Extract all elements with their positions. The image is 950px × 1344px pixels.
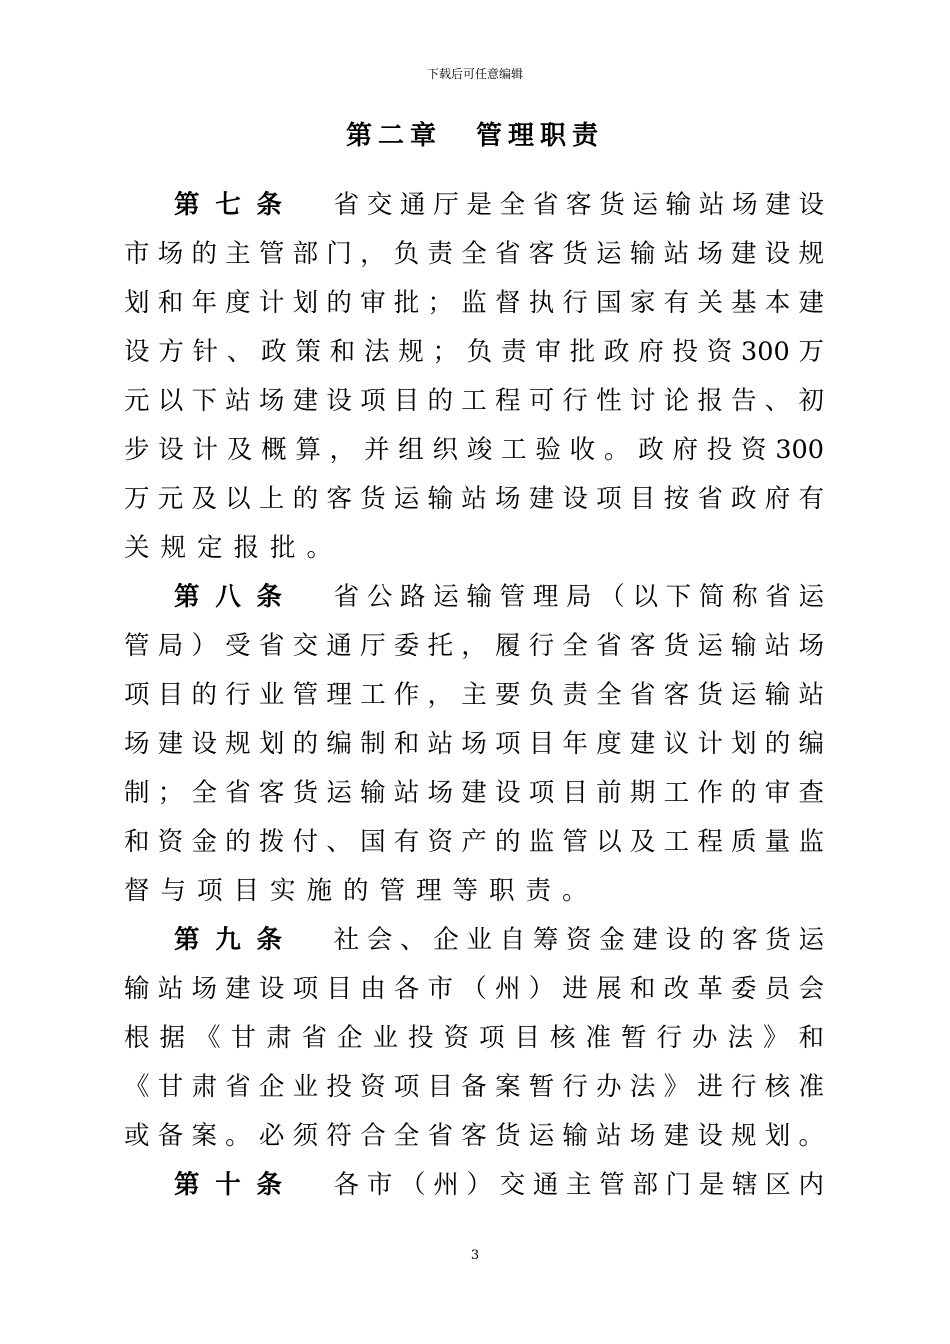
article-text: 社会、企业自筹资金建设的客货运 xyxy=(333,925,824,955)
article-line: 划和年度计划的审批；监督执行国家有关基本建 xyxy=(124,288,824,318)
article-text: 各市（州）交通主管部门是辖区内 xyxy=(333,1170,824,1200)
article-label: 第七条 xyxy=(174,190,298,220)
article-label: 第九条 xyxy=(174,925,298,955)
page-number: 3 xyxy=(470,1248,480,1263)
article-line: 输站场建设项目由各市（州）进展和改革委员会 xyxy=(124,974,824,1004)
article-line: 市场的主管部门，负责全省客货运输站场建设规 xyxy=(124,239,824,269)
article-line: 《甘肃省企业投资项目备案暂行办法》进行核准 xyxy=(124,1072,824,1102)
article-first-line xyxy=(124,916,824,965)
article-line: 项目的行业管理工作，主要负责全省客货运输站 xyxy=(124,680,824,710)
article-line: 元以下站场建设项目的工程可行性讨论报告、初 xyxy=(124,386,824,416)
page-header-note: 下载后可任意编辑 xyxy=(426,67,523,81)
chapter-title: 管理职责 xyxy=(476,121,605,151)
article-line: 万元及以上的客货运输站场建设项目按省政府有 xyxy=(124,484,824,514)
article-label: 第八条 xyxy=(174,582,298,612)
article-line: 和资金的拨付、国有资产的监管以及工程质量监 xyxy=(124,827,824,857)
article-line: 设方针、政策和法规；负责审批政府投资300万 xyxy=(124,337,824,367)
document-body xyxy=(124,181,824,1210)
article-first-line xyxy=(124,1161,824,1210)
article-first-line xyxy=(124,573,824,622)
article-first-line xyxy=(124,181,824,230)
article-line: 场建设规划的编制和站场项目年度建议计划的编 xyxy=(124,729,824,759)
article-line: 制；全省客货运输站场建设项目前期工作的审查 xyxy=(124,778,824,808)
article-line: 步设计及概算，并组织竣工验收。政府投资300 xyxy=(124,435,824,465)
article-line: 或备案。必须符合全省客货运输站场建设规划。 xyxy=(124,1121,824,1151)
article-text: 省公路运输管理局（以下简称省运 xyxy=(333,582,824,612)
article-label: 第十条 xyxy=(174,1170,298,1200)
article-line: 管局）受省交通厅委托，履行全省客货运输站场 xyxy=(124,631,824,661)
article-line: 督与项目实施的管理等职责。 xyxy=(124,876,599,906)
chapter-heading xyxy=(0,118,950,154)
chapter-number: 第二章 xyxy=(345,121,442,151)
article-line: 关规定报批。 xyxy=(124,533,344,563)
article-line: 根据《甘肃省企业投资项目核准暂行办法》和 xyxy=(124,1023,824,1053)
article-text: 省交通厅是全省客货运输站场建设 xyxy=(333,190,824,220)
